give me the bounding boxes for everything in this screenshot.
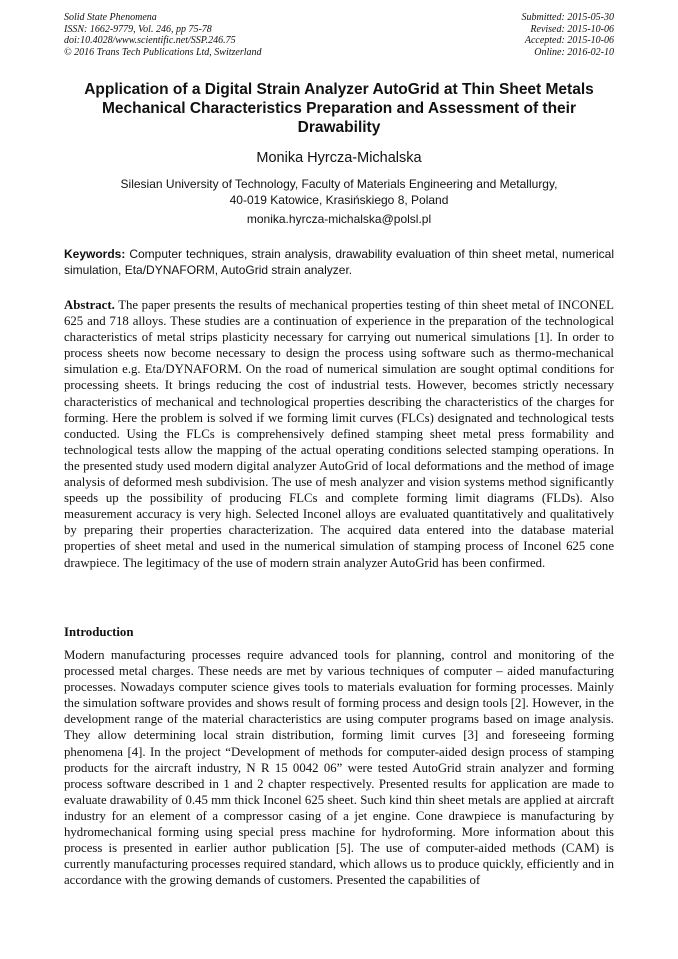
revised-date: Revised: 2015-10-06 [530, 23, 614, 35]
affiliation-line-2: 40-019 Katowice, Krasińskiego 8, Poland [229, 193, 449, 207]
keywords [64, 247, 614, 278]
affiliation-line-1: Silesian University of Technology, Faculty of Materials Engineering and Metallurgy, [120, 177, 558, 191]
paper-title: Application of a Digital Strain Analyzer AutoGrid at Thin Sheet Metals Mechanical Characteristics Preparation and Assessment of their Drawability [84, 81, 594, 136]
online-date: Online: 2016-02-10 [534, 46, 614, 58]
introduction-heading: Introduction [64, 625, 134, 639]
journal-name: Solid State Phenomena [64, 12, 157, 23]
author-name: Monika Hyrcza-Michalska [256, 150, 422, 166]
journal-info [64, 12, 262, 58]
copyright-line: © 2016 Trans Tech Publications Ltd, Switzerland [64, 46, 262, 58]
abstract [64, 297, 614, 571]
doi-line: doi:10.4028/www.scientific.net/SSP.246.75 [64, 35, 236, 46]
submitted-date: Submitted: 2015-05-30 [521, 12, 614, 23]
introduction-text: Modern manufacturing processes require advanced tools for planning, control and monitoring of the processed metal charges. These needs are met by various techniques of computer – aided manufacturing processes. Nowadays computer science gives tools to materials evaluation for forming processes. Mainly the simulation software provides and shows result of forming process and design tools [2]. However, in the development range of the material characteristics are using computer programs based on image analysis. They allow determining local strain distribution, forming limit curves [3] and foreseeing forming phenomena [4]. In the project “Development of methods for computer-aided design process of stamping products for the aircraft industry, N R 15 0042 06” were tested AutoGrid strain analyzer and forming process software described in 1 and 2 chapter respectively. Presented results for application are made to evaluate drawability of 0.45 mm thick Inconel 625 sheet. Such kind thin sheet metals are applied at aircraft industry for an element of a compressor casing of a jet engine. Cone drawpiece is manufacturing by hydromechanical forming using special press machine for hydroforming. More information about this process is presented in earlier author publication [5]. The use of computer-aided methods (CAM) is currently manufacturing processes required standard, which allows us to produce quickly, efficiently and in accordance with the growing demands of customers. Presented the capabilities of [64, 648, 614, 888]
abstract-label: Abstract. [64, 298, 115, 312]
accepted-date: Accepted: 2015-10-06 [524, 35, 614, 46]
abstract-text: The paper presents the results of mechanical properties testing of thin sheet metal of INCONEL 625 and 718 alloys. These studies are a continuation of experience in the preparation of the technological characteristics of metal strips plasticity necessary for carrying out numerical simulations [1]. In order to process sheets now become necessary to design the process using software such as thermo-mechanical simulation e.g. Eta/DYNAFORM. On the road of numerical simulation are sought optimal conditions for processing sheets. It brings reducing the cost of industrial tests. However, becomes strictly necessary characteristics of mechanical and technological properties describing the characteristics of the charges for forming. Here the problem is solved if we forming limit curves (FLCs) designated and technological tests conducted. Using the FLCs is comprehensively defined stamping sheet metal press formability and technological tests allow the mapping of the actual operating conditions selected stamping operations. In the presented study used modern digital analyzer AutoGrid of local deformations and the method of image analysis of deformed mesh subdivision. The use of mesh analyzer and vision systems method significantly speeds up the possibility of producing FLCs and complete forming limit diagrams (FLDs). Also measurement accuracy is very high. Selected Inconel alloys are evaluated quantitatively and qualitatively by preparing their properties characterization. The acquired data entered into the database material properties of sheet metal and used in the numerical simulation of stamping process of Inconel 625 cone drawpiece. The legitimacy of the use of modern strain analyzer AutoGrid has been confirmed. [64, 298, 614, 570]
publication-dates [522, 12, 615, 58]
affiliation [64, 176, 614, 208]
author-email: monika.hyrcza-michalska@polsl.pl [246, 212, 432, 226]
issn-line: ISSN: 1662-9779, Vol. 246, pp 75-78 [64, 23, 212, 35]
keywords-label: Keywords: [64, 247, 126, 261]
keywords-text: Computer techniques, strain analysis, drawability evaluation of thin sheet metal, numerical simulation, Eta/DYNAFORM, AutoGrid strain analyzer. [64, 247, 614, 277]
